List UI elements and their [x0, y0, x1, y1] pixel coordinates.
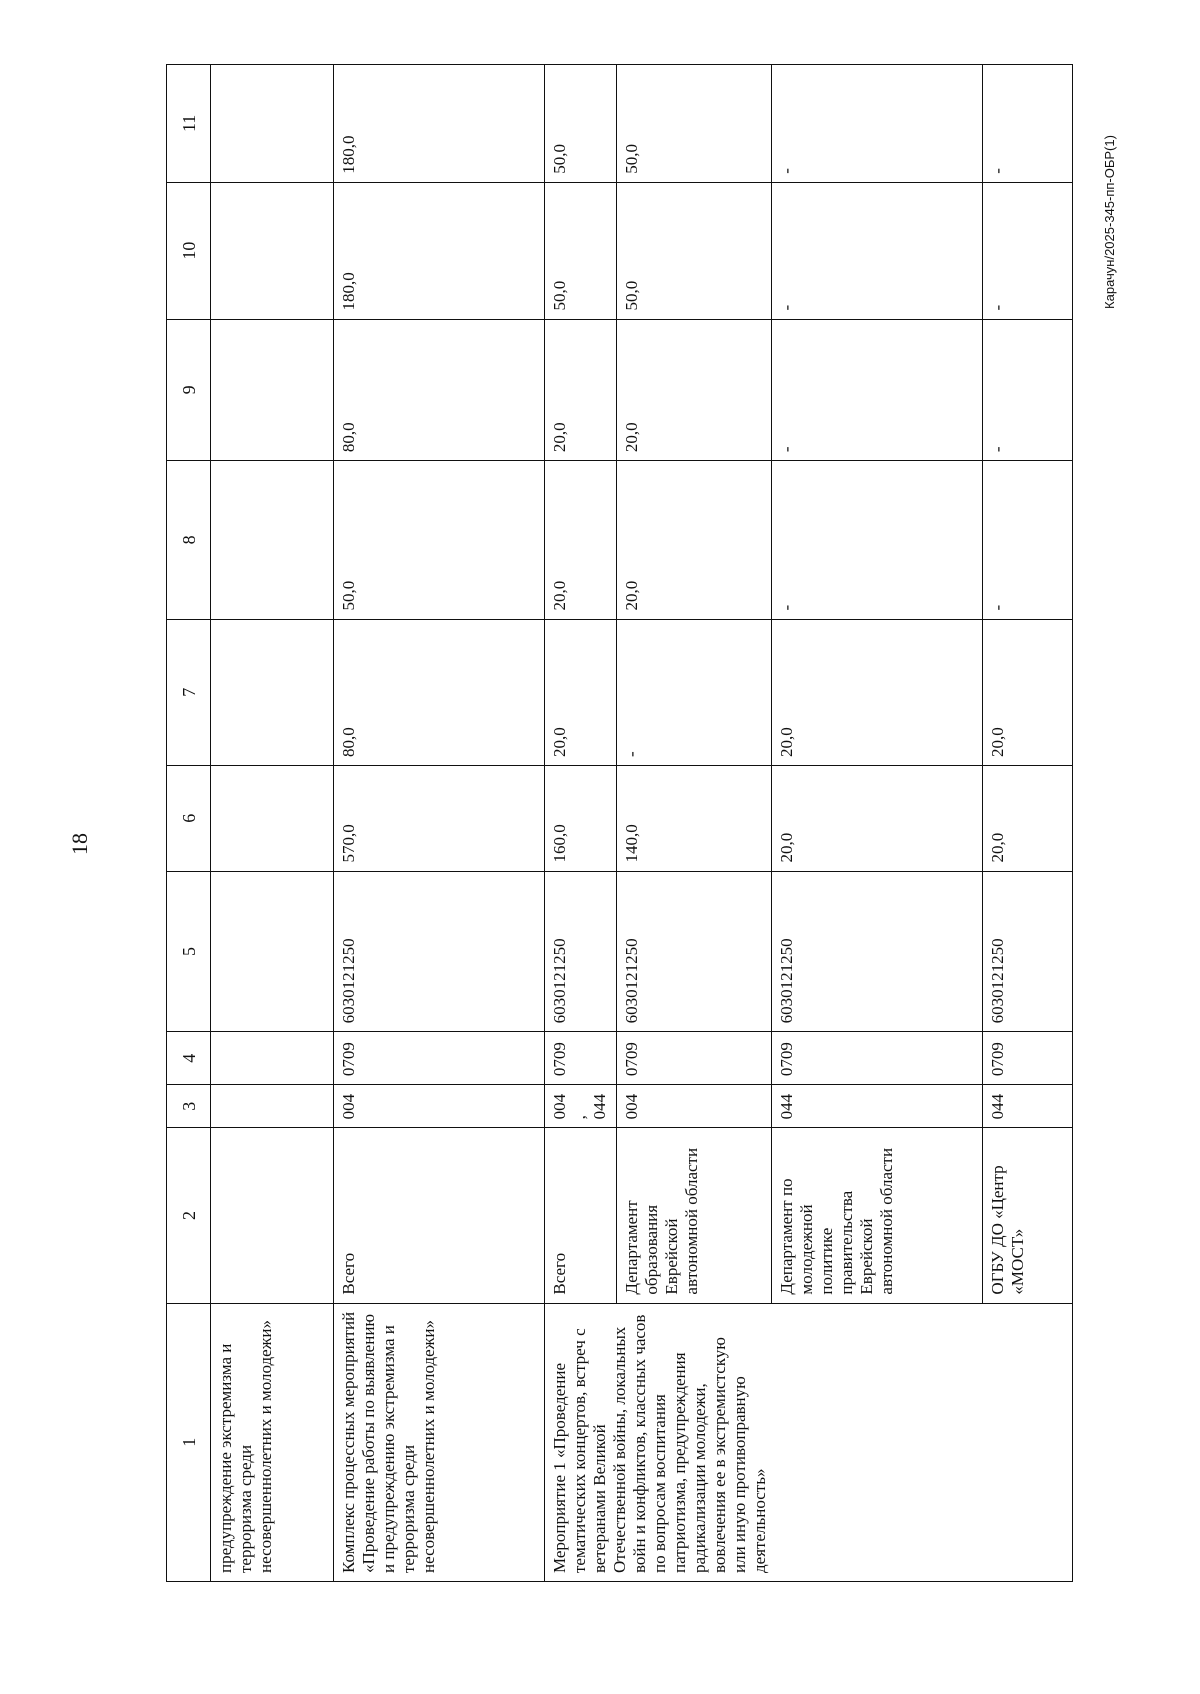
- program-title-continued: предупреждение экстремизма и терроризма среди несовершеннолетних и молодежи»: [211, 1303, 334, 1581]
- grbs-code-cell: 044: [983, 1085, 1073, 1128]
- document-code: Карачун/2025-345-пп-ОБР(1): [1102, 135, 1117, 309]
- amount-cell: 180,0: [334, 65, 545, 183]
- amount-cell: 20,0: [545, 619, 617, 765]
- amount-cell: 160,0: [545, 765, 617, 871]
- section-code-cell: 0709: [772, 1032, 983, 1085]
- amount-cell: -: [983, 182, 1073, 319]
- grbs-code-cell: 004: [617, 1085, 772, 1128]
- amount-cell: -: [772, 65, 983, 183]
- section-code-cell: 0709: [334, 1032, 545, 1085]
- amount-cell: -: [617, 619, 772, 765]
- header-col-8: 8: [167, 461, 211, 619]
- amount-cell: -: [772, 319, 983, 461]
- amount-cell: -: [983, 65, 1073, 183]
- header-col-1: 1: [167, 1303, 211, 1581]
- grbs-code-cell: 004, 044: [545, 1085, 617, 1128]
- amount-cell: -: [772, 182, 983, 319]
- amount-cell: 140,0: [617, 765, 772, 871]
- target-item-cell: 6030121250: [772, 871, 983, 1032]
- amount-cell: 50,0: [334, 461, 545, 619]
- executor-cell: ОГБУ ДО «Центр «МОСТ»: [983, 1128, 1073, 1303]
- amount-cell: 20,0: [983, 765, 1073, 871]
- target-item-cell: 6030121250: [334, 871, 545, 1032]
- table-row: [334, 65, 545, 1582]
- grbs-code-cell: 044: [772, 1085, 983, 1128]
- header-col-4: 4: [167, 1032, 211, 1085]
- header-col-9: 9: [167, 319, 211, 461]
- amount-cell: 20,0: [617, 319, 772, 461]
- amount-cell: 20,0: [772, 619, 983, 765]
- header-col-11: 11: [167, 65, 211, 183]
- amount-cell: 20,0: [983, 619, 1073, 765]
- amount-cell: -: [983, 319, 1073, 461]
- grbs-code-cell: 004: [334, 1085, 545, 1128]
- section-code-cell: 0709: [617, 1032, 772, 1085]
- executor-cell: Всего: [545, 1128, 617, 1303]
- header-col-7: 7: [167, 619, 211, 765]
- amount-cell: 20,0: [545, 461, 617, 619]
- amount-cell: 180,0: [334, 182, 545, 319]
- amount-cell: 50,0: [617, 65, 772, 183]
- amount-cell: 80,0: [334, 619, 545, 765]
- header-row: [167, 65, 211, 1582]
- complex-activities-title: Комплекс процессных мероприятий «Проведение работы по выявлению и предупреждению экстремизма и терроризма среди несовершеннолетних и молодежи»: [334, 1303, 545, 1581]
- rotated-table-container: [166, 64, 1072, 1582]
- target-item-cell: 6030121250: [617, 871, 772, 1032]
- executor-cell: Департамент по молодежной политике правительства Еврейской автономной области: [772, 1128, 983, 1303]
- activity-1-title: Мероприятие 1 «Проведение тематических концертов, встреч с ветеранами Великой Отечественной войны, локальных войн и конфликтов, классных часов по вопросам воспитания патриотизма, предупреждения радикализации молодежи, вовлечения ее в экстремистскую или иную противоправную деятельность»: [545, 1303, 1073, 1581]
- amount-cell: 50,0: [545, 65, 617, 183]
- amount-cell: 20,0: [545, 319, 617, 461]
- page-number: 18: [67, 833, 92, 855]
- target-item-cell: 6030121250: [983, 871, 1073, 1032]
- amount-cell: 20,0: [617, 461, 772, 619]
- amount-cell: 20,0: [772, 765, 983, 871]
- executor-cell: Всего: [334, 1128, 545, 1303]
- section-code-cell: 0709: [545, 1032, 617, 1085]
- amount-cell: -: [772, 461, 983, 619]
- header-col-3: 3: [167, 1085, 211, 1128]
- header-col-5: 5: [167, 871, 211, 1032]
- table-row: [545, 65, 617, 1582]
- header-col-6: 6: [167, 765, 211, 871]
- table-row: [211, 65, 334, 1582]
- program-budget-table: [166, 64, 1073, 1582]
- amount-cell: 80,0: [334, 319, 545, 461]
- section-code-cell: 0709: [983, 1032, 1073, 1085]
- amount-cell: 50,0: [545, 182, 617, 319]
- target-item-cell: 6030121250: [545, 871, 617, 1032]
- amount-cell: 570,0: [334, 765, 545, 871]
- amount-cell: -: [983, 461, 1073, 619]
- header-col-2: 2: [167, 1128, 211, 1303]
- executor-cell: Департамент образования Еврейской автономной области: [617, 1128, 772, 1303]
- header-col-10: 10: [167, 182, 211, 319]
- amount-cell: 50,0: [617, 182, 772, 319]
